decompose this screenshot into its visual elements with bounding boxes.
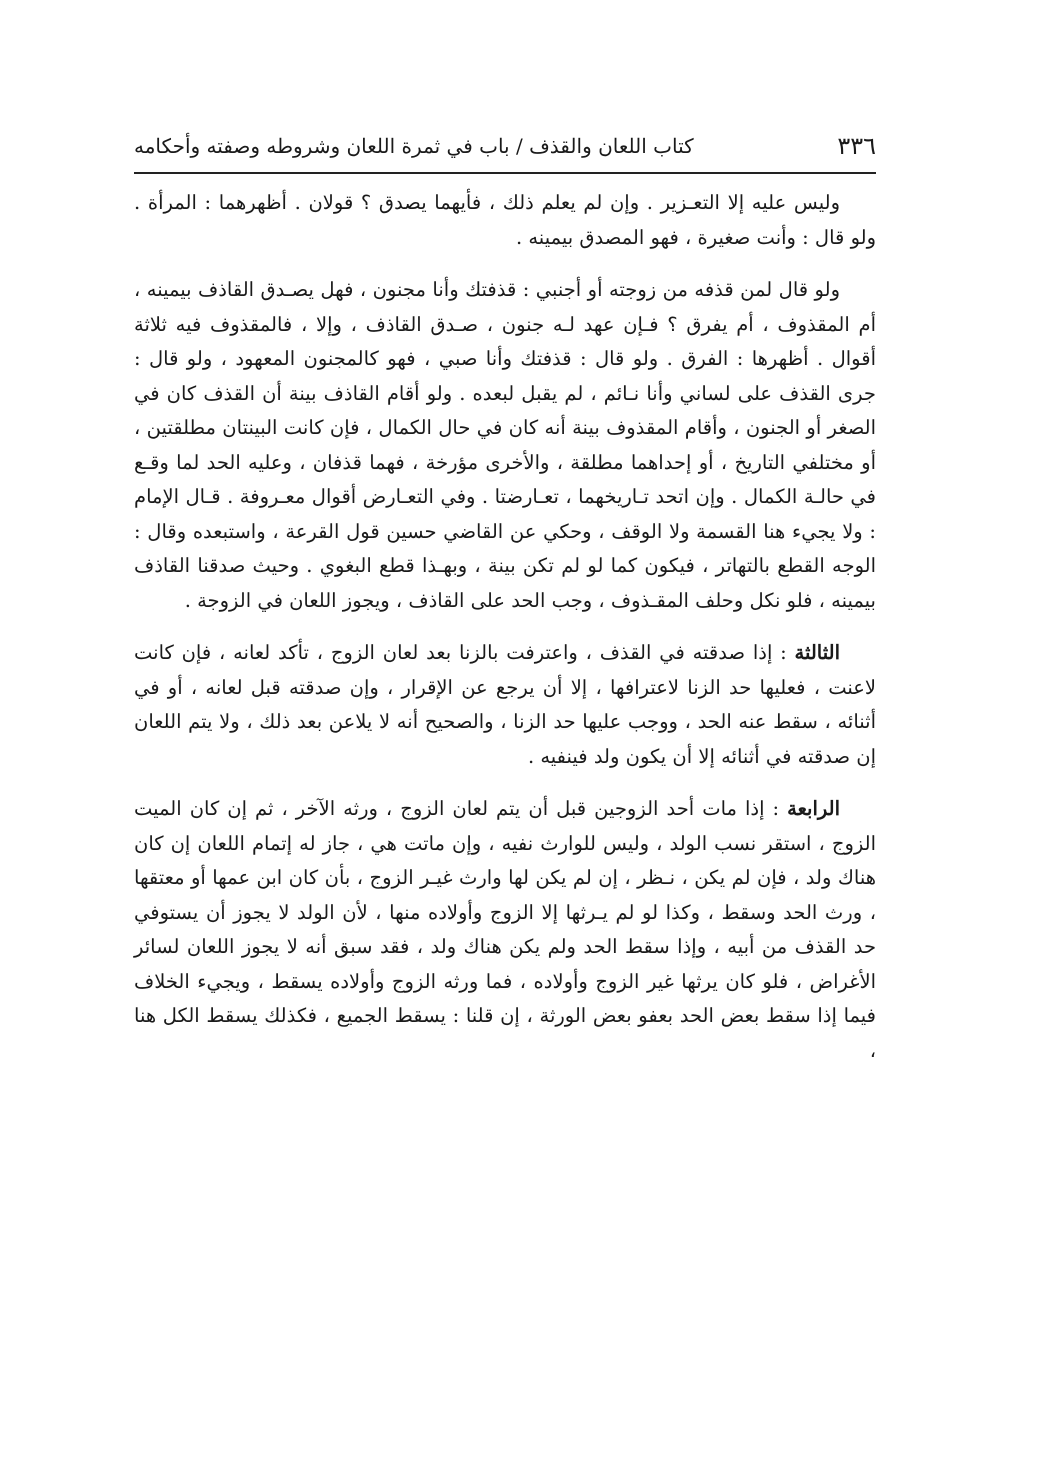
paragraph-text: وليس عليه إلا التعـزير . وإن لم يعلم ذلك ، فأيهما يصدق ؟ قولان . أظهرهما : المرأة . ولو قال : وأنت صغيرة ، فهو المصدق بيمينه . [134, 191, 876, 249]
section-lead: الرابعة [787, 797, 840, 820]
page-number: ٣٣٦ [837, 132, 876, 160]
paragraph-text: : إذا صدقته في القذف ، واعترفت بالزنا بعد لعان الزوج ، تأكد لعانه ، فإن كانت لاعنت ، فعليها حد الزنا لاعترافها ، إلا أن يرجع عن الإقرار ، وإن صدقته قبل لعانه ، أو في أثنائه ، سقط عنه الحد ، ووجب عليها حد الزنا ، والصحيح أنه لا يلاعن بعد ذلك ، ولا يتم اللعان إن صدقته في أثنائه إلا أن يكون ولد فينفيه . [134, 641, 876, 768]
paragraph [134, 273, 876, 618]
header-divider [134, 172, 876, 174]
main-text [134, 186, 876, 1068]
running-header [134, 128, 876, 172]
section-lead: الثالثة [794, 641, 840, 664]
paragraph [134, 636, 876, 774]
paragraph [134, 186, 876, 255]
paragraph-text: ولو قال لمن قذفه من زوجته أو أجنبي : قذفتك وأنا مجنون ، فهل يصـدق القاذف بيمينه ، أم المقذوف ، أم يفرق ؟ فـإن عهد لـه جنون ، صـدق القاذف ، وإلا ، فالمقذوف فيه ثلاثة أقوال . أظهرها : الفرق . ولو قال : قذفتك وأنا صبي ، فهو كالمجنون المعهود ، ولو قال : جرى القذف على لساني وأنا نـائم ، لم يقبل لبعده . ولو أقام القاذف بينة أن القذف كان في الصغر أو الجنون ، وأقام المقذوف بينة أنه كان في حال الكمال ، فإن كانت البينتان مطلقتين ، أو مختلفي التاريخ ، أو إحداهما مطلقة ، والأخرى مؤرخة ، فهما قذفان ، وعليه الحد لما وقـع في حالـة الكمال . وإن اتحد تـاريخهما ، تعـارضتا . وفي التعـارض أقوال معـروفة . قـال الإمام : ولا يجيء هنا القسمة ولا الوقف ، وحكي عن القاضي حسين قول القرعة ، واستبعده وقال : الوجه القطع بالتهاتر ، فيكون كما لو لم تكن بينة ، وبهـذا قطع البغوي . وحيث صدقنا القاذف بيمينه ، فلو نكل وحلف المقـذوف ، وجب الحد على القاذف ، ويجوز اللعان في الزوجة . [134, 278, 876, 612]
paragraph-text: : إذا مات أحد الزوجين قبل أن يتم لعان الزوج ، ورثه الآخر ، ثم إن كان الميت الزوج ، استقر نسب الولد ، وليس للوارث نفيه ، وإن ماتت هي ، جاز له إتمام اللعان إن كان هناك ولد ، فإن لم يكن ، نـظر ، إن لم يكن لها وارث غيـر الزوج ، بأن كان ابن عمها أو معتقها ، ورث الحد وسقط ، وكذا لو لم يـرثها إلا الزوج وأولاده منها ، لأن الولد لا يجوز أن يستوفي حد القذف من أبيه ، وإذا سقط الحد ولم يكن هناك ولد ، فقد سبق أنه لا يجوز اللعان لسائر الأغراض ، فلو كان يرثها غير الزوج وأولاده ، فما ورثه الزوج وأولاده يسقط ، ويجيء الخلاف فيما إذا سقط بعض الحد بعفو بعض الورثة ، إن قلنا : يسقط الجميع ، فكذلك يسقط الكل هنا ، [134, 797, 876, 1062]
paragraph [134, 792, 876, 1068]
running-title: كتاب اللعان والقذف / باب في ثمرة اللعان وشروطه وصفته وأحكامه [134, 134, 694, 158]
